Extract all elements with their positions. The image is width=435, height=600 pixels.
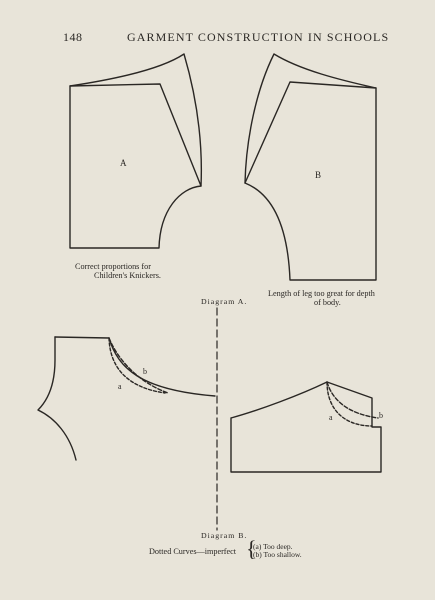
note-a-line2: Children's Knickers. <box>94 271 161 280</box>
pattern-d-curve-b <box>327 382 378 418</box>
diagram-b-caption: Diagram B. <box>201 531 248 540</box>
pattern-a-outline <box>70 54 201 248</box>
pattern-d-outline <box>231 382 381 472</box>
note-b-line1: Length of leg too great for depth <box>268 289 375 298</box>
pattern-c-top <box>55 337 215 396</box>
note-b-line2: of body. <box>314 298 341 307</box>
legend-brace-icon: { <box>246 536 257 561</box>
legend-too-shallow: (b) Too shallow. <box>253 550 302 559</box>
pattern-a-label: A <box>120 158 127 168</box>
curve-b-label-left: b <box>143 367 147 376</box>
page-number: 148 <box>63 30 83 44</box>
note-a-line1: Correct proportions for <box>75 262 151 271</box>
legend-lead: Dotted Curves—imperfect <box>149 547 237 556</box>
curve-b-label-right: b <box>379 411 383 420</box>
diagram-a-caption: Diagram A. <box>201 297 248 306</box>
curve-a-label-left: a <box>118 382 122 391</box>
pattern-d-curve-a <box>327 382 372 426</box>
pattern-a-inner-line <box>70 84 201 186</box>
pattern-b-label: B <box>315 170 322 180</box>
pattern-b-outline <box>245 54 376 280</box>
pattern-b-inner-line <box>245 82 376 183</box>
pattern-c-outline <box>38 337 76 460</box>
curve-a-label-right: a <box>329 413 333 422</box>
legend-too-deep: (a) Too deep. <box>253 542 293 551</box>
running-title: GARMENT CONSTRUCTION IN SCHOOLS <box>127 30 390 44</box>
